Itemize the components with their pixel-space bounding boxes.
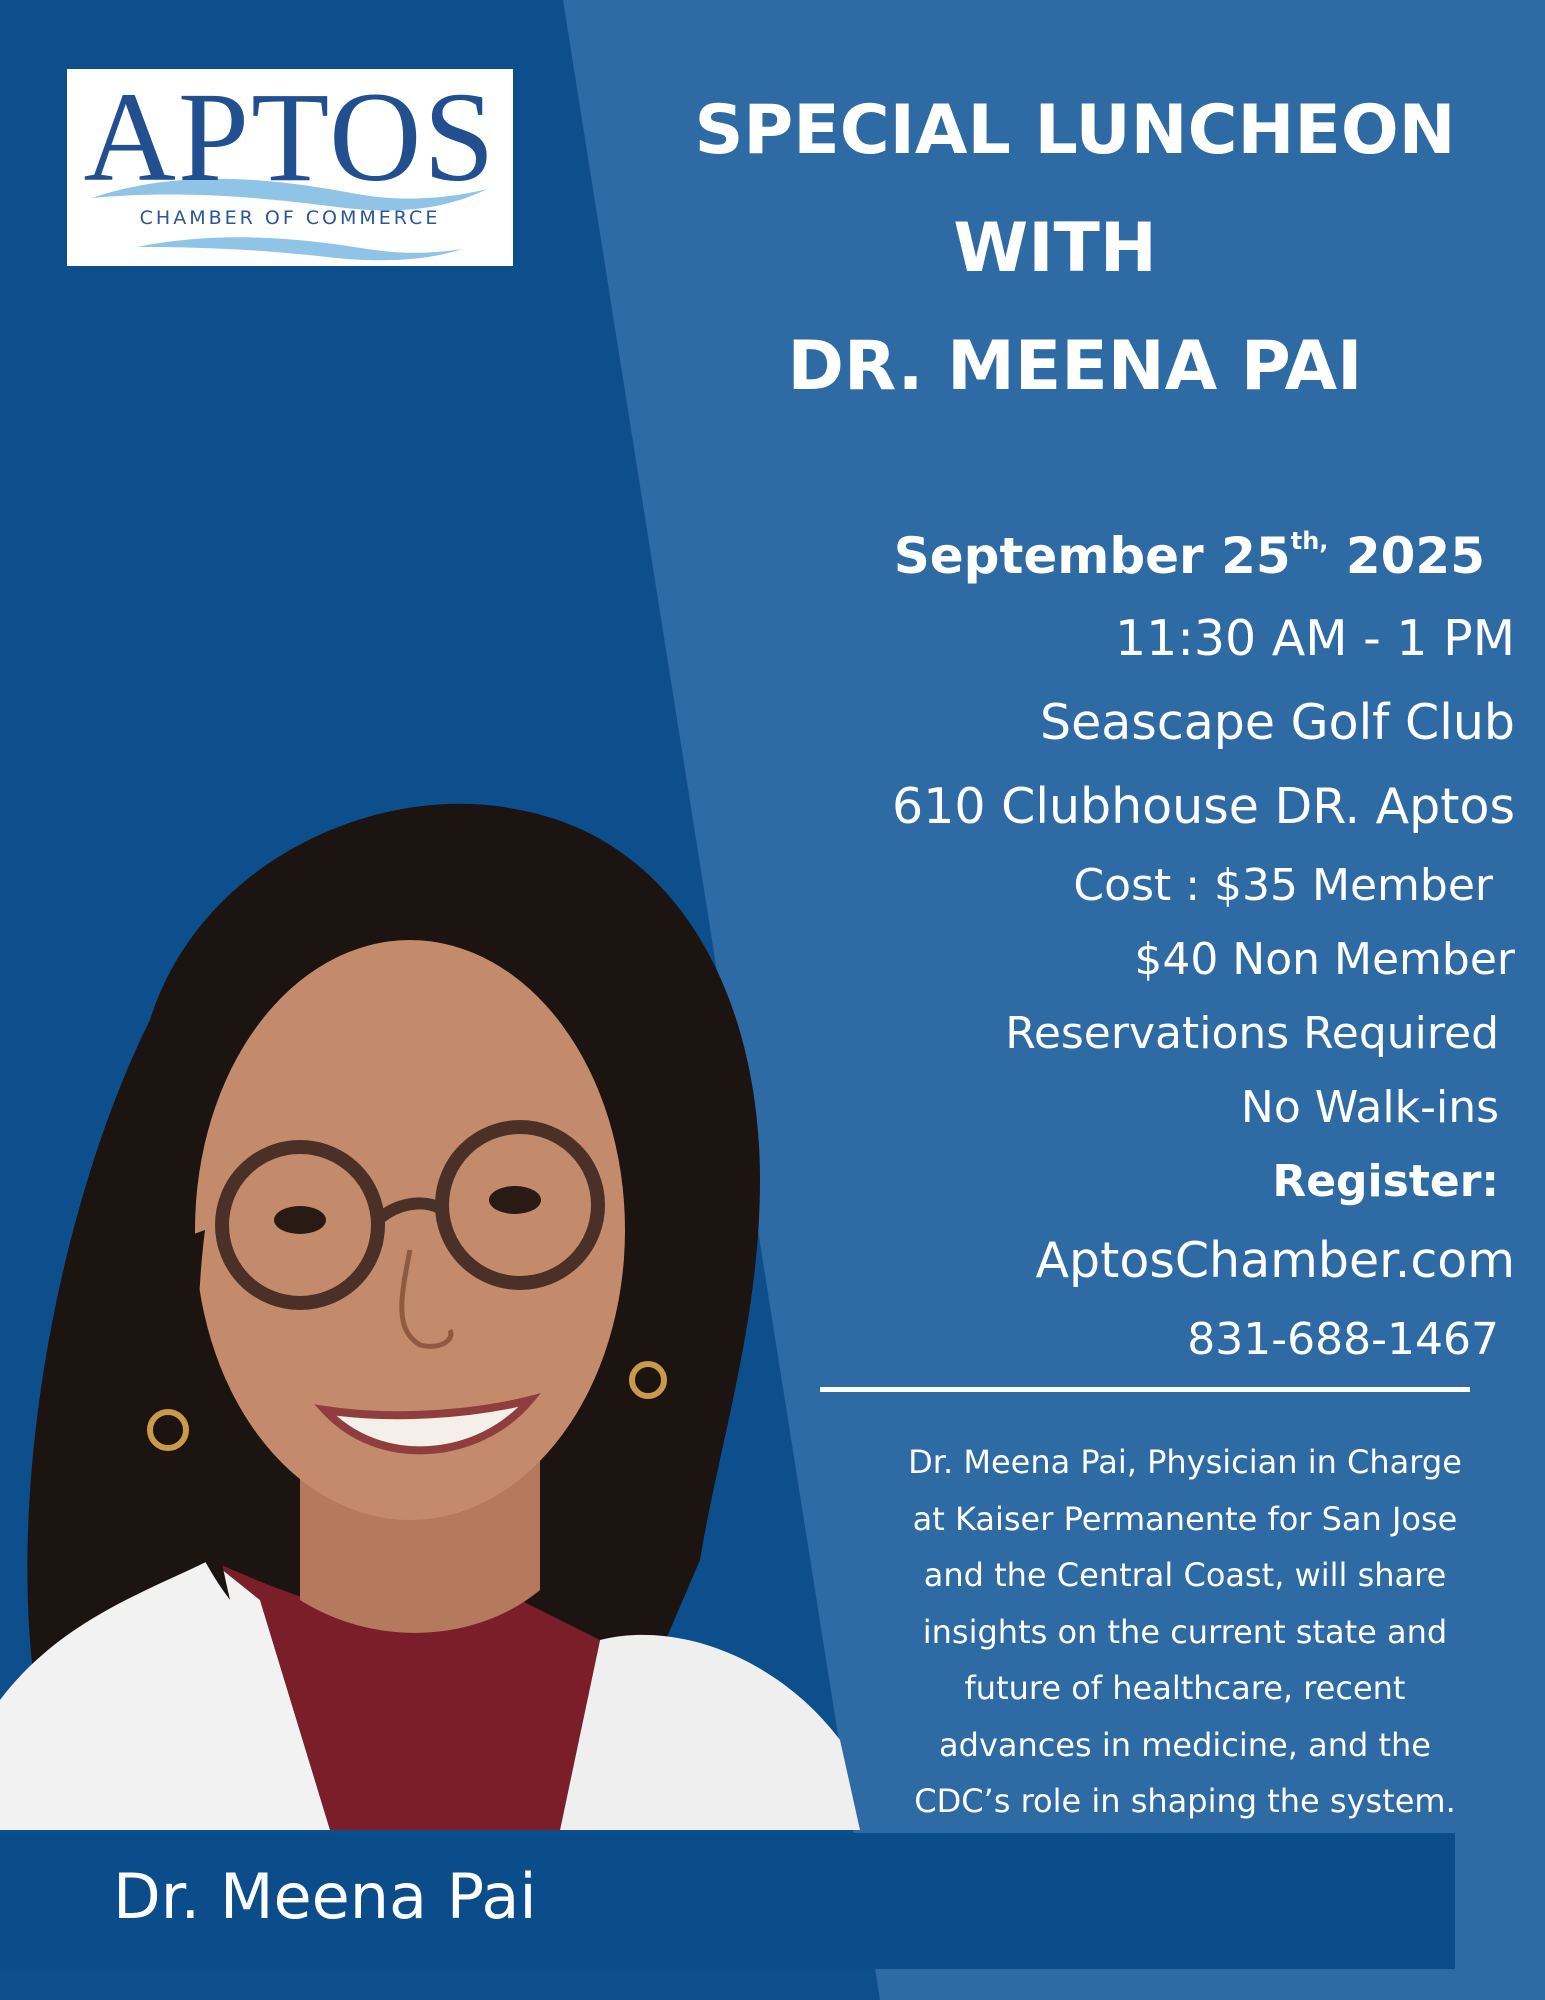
register-label: Register:	[1272, 1156, 1499, 1207]
speaker-name: Dr. Meena Pai	[113, 1860, 537, 1933]
bio-line-1: Dr. Meena Pai, Physician in Charge	[908, 1443, 1462, 1481]
bio-line-4: insights on the current state and	[922, 1612, 1448, 1651]
bio-line-5: future of healthcare, recent	[964, 1669, 1406, 1707]
title-line-2: WITH	[953, 209, 1157, 288]
bio-line-3: and the Central Coast, will share	[923, 1556, 1447, 1594]
cost-non-member: $40 Non Member	[1134, 934, 1515, 985]
walk-ins-note: No Walk-ins	[1240, 1082, 1499, 1133]
event-venue: Seascape Golf Club	[1040, 694, 1515, 751]
register-website[interactable]: AptosChamber.com	[1035, 1232, 1515, 1289]
bio-line-2: at Kaiser Permanente for San Jose	[912, 1499, 1458, 1538]
register-phone[interactable]: 831-688-1467	[1187, 1314, 1499, 1365]
date-year: 2025	[1345, 527, 1485, 585]
event-title	[655, 72, 1495, 426]
cost-member: Cost : $35 Member	[1073, 860, 1493, 911]
speaker-bio	[840, 1434, 1530, 1830]
event-address: 610 Clubhouse DR. Aptos	[892, 778, 1515, 835]
event-date	[795, 500, 1515, 597]
date-suffix: th,	[1290, 527, 1329, 555]
title-line-3: DR. MEENA PAI	[787, 327, 1363, 406]
chamber-logo	[67, 66, 513, 266]
logo-subtitle: CHAMBER OF COMMERCE	[139, 207, 441, 229]
event-time: 11:30 AM - 1 PM	[1115, 610, 1515, 667]
event-details	[795, 500, 1515, 1377]
bio-line-6: advances in medicine, and the	[939, 1725, 1431, 1764]
section-divider	[820, 1387, 1470, 1392]
logo-wordmark: APTOS	[83, 66, 497, 208]
reservations-note: Reservations Required	[1005, 1008, 1499, 1059]
date-month-day: September 25	[893, 527, 1291, 585]
title-line-1: SPECIAL LUNCHEON	[694, 91, 1456, 170]
bio-line-7: CDC’s role in shaping the system.	[914, 1782, 1456, 1820]
